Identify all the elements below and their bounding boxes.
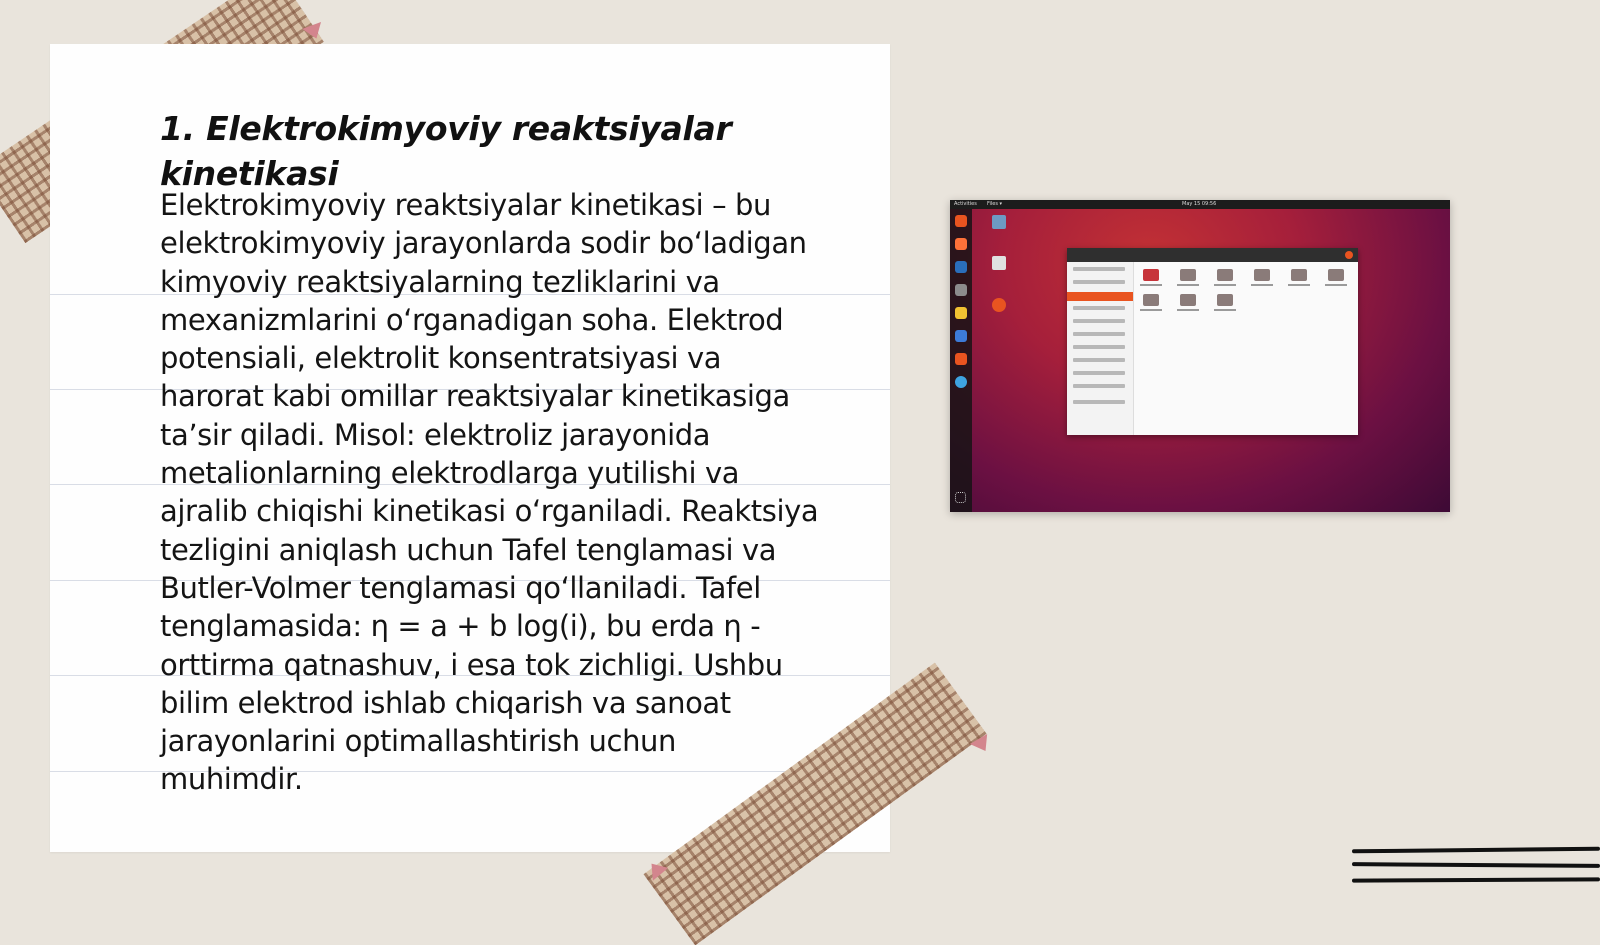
- install-ubuntu-icon: [992, 298, 1006, 312]
- sidebar-item: [1073, 319, 1125, 323]
- file-manager-sidebar: [1067, 262, 1134, 435]
- sidebar-item: [1073, 332, 1125, 336]
- thunderbird-icon: [955, 261, 967, 273]
- folder-label: [1140, 309, 1162, 311]
- software-icon: [955, 353, 967, 365]
- writer-icon: [955, 330, 967, 342]
- sidebar-item: [1073, 400, 1125, 404]
- help-icon: [955, 376, 967, 388]
- slide-body-text: Elektrokimyoviy reaktsiyalar kinetikasi – bu elektrokimyoviy jarayonlarda sodir bo‘ladigan kimyoviy reaktsiyalarning tezliklarini va mexanizmlarini o‘rganadigan soha. Elektrod potensiali, elektrolit konsentratsiyasi va harorat kabi omillar reaktsiyalar kinetikasiga ta’sir qiladi. Misol: elektroliz jarayonida metalionlarning elektrodlarga yutilishi va ajralib chiqishi kinetikasi o‘rganiladi. Reaktsiya tezligini aniqlash uchun Tafel tenglamasi va Butler-Volmer tenglamasi qo‘llaniladi. Tafel tenglamasida: η = a + b log(i), bu erda η - orttirma qatnashuv, i esa tok zichligi. Ushbu bilim elektrod ishlab chiqarish va sanoat jarayonlarini optimallashtirish uchun muhimdir.: [160, 188, 819, 797]
- apps-grid-icon: [955, 492, 966, 503]
- app-menu-label: Files ▾: [987, 201, 1003, 207]
- folder-icon: [1328, 269, 1344, 281]
- folder-icon: [1143, 294, 1159, 306]
- folder-icon: [1217, 294, 1233, 306]
- folder-label: [1177, 284, 1199, 286]
- ubuntu-desktop-screenshot: [950, 200, 1450, 512]
- sidebar-item: [1073, 280, 1125, 284]
- files-icon: [955, 284, 967, 296]
- folder-label: [1177, 309, 1199, 311]
- sidebar-item: [1073, 345, 1125, 349]
- sidebar-item: [1073, 358, 1125, 362]
- folder-icon: [1291, 269, 1307, 281]
- brush-stroke: [1352, 847, 1600, 854]
- sidebar-item: [1073, 371, 1125, 375]
- desktop-home-icon: [992, 215, 1006, 229]
- sidebar-item: [1073, 384, 1125, 388]
- sidebar-item: [1073, 306, 1125, 310]
- folder-icon: [1180, 294, 1196, 306]
- desktop-topbar: [950, 200, 1450, 209]
- folder-icon: [1254, 269, 1270, 281]
- folder-label: [1214, 284, 1236, 286]
- folder-label: [1140, 284, 1162, 286]
- firefox-icon: [955, 238, 967, 250]
- desktop-trash-icon: [992, 256, 1006, 270]
- file-manager-header: [1067, 248, 1358, 262]
- brush-stroke: [1352, 877, 1600, 882]
- ubuntu-icon: [955, 215, 967, 227]
- clock-label: May 15 09:56: [1182, 201, 1217, 207]
- sidebar-item: [1073, 267, 1125, 271]
- folder-label: [1325, 284, 1347, 286]
- activities-label: Activities: [954, 201, 977, 207]
- close-icon: [1345, 251, 1353, 259]
- folder-icon: [1217, 269, 1233, 281]
- rhythmbox-icon: [955, 307, 967, 319]
- slide-title: 1. Elektrokimyoviy reaktsiyalar kinetikasi: [160, 109, 732, 193]
- folder-label: [1288, 284, 1310, 286]
- sidebar-item-active: [1067, 292, 1133, 301]
- brush-stroke: [1352, 862, 1600, 868]
- folder-icon: [1180, 269, 1196, 281]
- folder-icon: [1143, 269, 1159, 281]
- folder-label: [1251, 284, 1273, 286]
- file-manager-window: [1067, 248, 1358, 435]
- dock: [950, 209, 972, 512]
- folder-label: [1214, 309, 1236, 311]
